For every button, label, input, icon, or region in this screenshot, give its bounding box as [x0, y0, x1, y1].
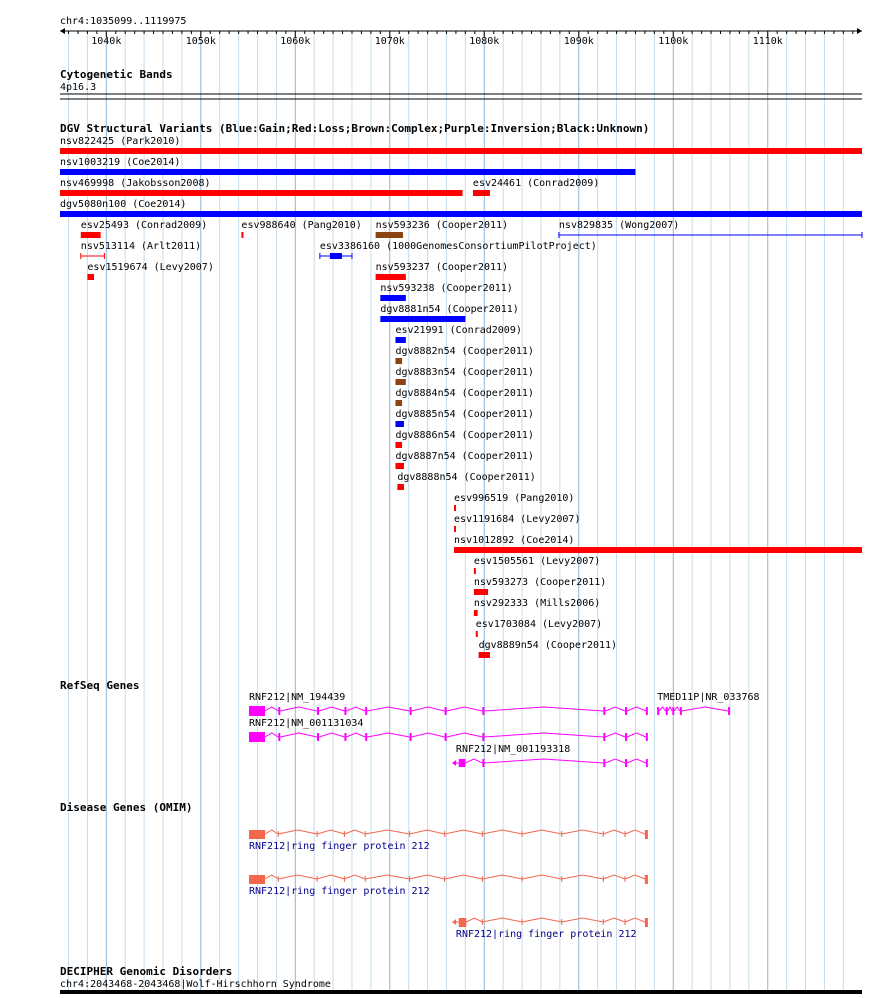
omim-strand-arrow [452, 919, 456, 925]
dgv-feature-bar [474, 610, 478, 616]
refseq-intron [346, 707, 365, 711]
ruler-tick-label: 1060k [280, 36, 311, 47]
refseq-exon [482, 759, 484, 767]
dgv-feature-bar [454, 526, 456, 532]
refseq-gene-label: RNF212|NM_001193318 [455, 744, 571, 755]
omim-intron [365, 875, 409, 879]
refseq-intron [447, 707, 483, 711]
omim-intron [445, 830, 483, 834]
dgv-feature-label: esv996519 (Pang2010) [454, 493, 575, 504]
ruler-tick-label: 1050k [185, 36, 216, 47]
dgv-feature-bar [60, 169, 635, 175]
refseq-exon [249, 706, 265, 716]
omim-intron [344, 875, 365, 879]
ruler-left-arrow [60, 28, 65, 34]
dgv-feature-bar [454, 547, 862, 553]
dgv-feature-label: nsv822425 (Park2010) [60, 136, 181, 147]
dgv-feature-bar [454, 505, 456, 511]
refseq-intron [605, 733, 625, 737]
ruler-tick-label: 1090k [563, 36, 594, 47]
omim-exon [645, 918, 648, 927]
refseq-exon [646, 733, 648, 741]
refseq-exon [445, 707, 447, 715]
refseq-exon [317, 733, 319, 741]
omim-intron [603, 830, 625, 834]
omim-intron [466, 918, 482, 922]
omim-genes [249, 830, 648, 940]
refseq-intron [605, 759, 625, 763]
dgv-feature-bar [380, 316, 465, 322]
omim-intron [278, 830, 317, 834]
refseq-intron [319, 733, 344, 737]
refseq-intron [627, 759, 646, 763]
refseq-intron [668, 707, 673, 711]
dgv-feature-label: esv1505561 (Levy2007) [473, 556, 601, 567]
refseq-intron [484, 759, 603, 763]
dgv-feature-bar [376, 232, 403, 238]
ruler-tick-label: 1110k [752, 36, 783, 47]
refseq-exon [625, 759, 627, 767]
dgv-feature-label: esv25493 (Conrad2009) [80, 220, 208, 231]
dgv-feature-bar [473, 190, 490, 196]
refseq-exon [410, 733, 412, 741]
dgv-feature-label: nsv292333 (Mills2006) [473, 598, 601, 609]
refseq-exon [646, 759, 648, 767]
ruler-right-arrow [857, 28, 862, 34]
decipher-track[interactable] [60, 965, 862, 994]
dgv-feature-bar [395, 442, 402, 448]
dgv-feature-bar [241, 232, 243, 238]
omim-intron [482, 918, 522, 922]
refseq-intron [412, 707, 445, 711]
refseq-gene-label: RNF212|NM_194439 [248, 692, 346, 703]
dgv-feature-label: dgv8887n54 (Cooper2011) [395, 451, 534, 462]
refseq-exon [625, 733, 627, 741]
omim-intron [344, 830, 365, 834]
dgv-feature-bar [60, 190, 463, 196]
refseq-exon [728, 707, 730, 715]
refseq-intron [447, 733, 483, 737]
cytoband-track[interactable] [60, 68, 862, 99]
omim-intron [278, 875, 317, 879]
dgv-feature-bar [87, 274, 94, 280]
refseq-intron [659, 707, 666, 711]
dgv-feature-label: dgv8888n54 (Cooper2011) [397, 472, 536, 483]
omim-intron [482, 875, 522, 879]
refseq-exon [672, 707, 674, 715]
dgv-feature-bar [395, 358, 402, 364]
refseq-intron [367, 707, 409, 711]
refseq-track-title: RefSeq Genes [60, 679, 140, 692]
dgv-feature-bar [81, 232, 101, 238]
dgv-track[interactable] [60, 122, 862, 658]
refseq-exon [482, 707, 484, 715]
dgv-feature-label: esv3386160 (1000GenomesConsortiumPilotProject) [319, 241, 597, 252]
omim-gene-label: RNF212|ring finger protein 212 [248, 841, 430, 852]
refseq-exon [666, 707, 668, 715]
dgv-feature-label: esv21991 (Conrad2009) [395, 325, 522, 336]
refseq-intron [465, 759, 482, 763]
dgv-feature-label: dgv8884n54 (Cooper2011) [395, 388, 534, 399]
dgv-feature-label: nsv593236 (Cooper2011) [375, 220, 509, 231]
cytoband-track-title: Cytogenetic Bands [60, 68, 173, 81]
omim-intron [562, 918, 604, 922]
omim-intron [365, 830, 409, 834]
dgv-feature-bar [474, 589, 488, 595]
ruler-ticks [69, 31, 853, 47]
refseq-exon [625, 707, 627, 715]
refseq-intron [280, 733, 317, 737]
refseq-exon [317, 707, 319, 715]
dgv-feature-bar [330, 253, 342, 259]
refseq-exon [445, 733, 447, 741]
dgv-feature-bar [395, 463, 404, 469]
refseq-exon [278, 733, 280, 741]
refseq-exon [646, 707, 648, 715]
refseq-exon [344, 707, 346, 715]
omim-track-title: Disease Genes (OMIM) [60, 801, 193, 814]
dgv-feature-label: nsv593238 (Cooper2011) [380, 283, 513, 294]
refseq-intron [627, 707, 646, 711]
omim-intron [562, 830, 604, 834]
refseq-exon [657, 707, 659, 715]
decipher-bar [60, 990, 862, 994]
omim-intron [445, 875, 483, 879]
omim-exon [645, 830, 648, 839]
omim-intron [522, 918, 562, 922]
omim-intron [317, 875, 344, 879]
ruler-tick-label: 1080k [469, 36, 500, 47]
omim-intron [562, 875, 604, 879]
dgv-feature-label: esv988640 (Pang2010) [241, 220, 362, 231]
dgv-feature-bar [476, 631, 478, 637]
dgv-feature-bar [395, 379, 405, 385]
refseq-intron [605, 707, 625, 711]
refseq-exon [482, 733, 484, 741]
ruler-tick-label: 1100k [658, 36, 689, 47]
omim-intron [522, 830, 562, 834]
dgv-feature-bar [395, 400, 402, 406]
dgv-feature-label: nsv1012892 (Coe2014) [454, 535, 575, 546]
refseq-exon [365, 733, 367, 741]
dgv-feature-label: dgv8881n54 (Cooper2011) [380, 304, 519, 315]
dgv-feature-label: esv1191684 (Levy2007) [454, 514, 581, 525]
refseq-exon [680, 707, 682, 715]
refseq-exon [410, 707, 412, 715]
refseq-gene-label: TMED11P|NR_033768 [657, 692, 760, 703]
refseq-exon [278, 707, 280, 715]
dgv-feature-bar [397, 484, 404, 490]
dgv-feature-label: nsv1003219 (Coe2014) [60, 157, 181, 168]
refseq-exon [603, 759, 605, 767]
dgv-feature-label: dgv8886n54 (Cooper2011) [395, 430, 534, 441]
refseq-intron [674, 707, 680, 711]
dgv-feature-label: esv1703084 (Levy2007) [475, 619, 603, 630]
omim-intron [603, 918, 625, 922]
dgv-feature-label: nsv593237 (Cooper2011) [375, 262, 509, 273]
dgv-feature-label: nsv513114 (Arlt2011) [80, 241, 202, 252]
omim-exon [459, 918, 467, 927]
ruler-tick-label: 1040k [91, 36, 122, 47]
dgv-feature-bar [376, 274, 406, 280]
dgv-features [60, 136, 862, 658]
ruler-tick-label: 1070k [374, 36, 405, 47]
dgv-feature-label: dgv5080n100 (Coe2014) [60, 199, 187, 210]
refseq-intron [484, 707, 603, 711]
dgv-feature-label: nsv469998 (Jakobsson2008) [60, 178, 211, 189]
omim-intron [522, 875, 562, 879]
dgv-feature-bar [479, 652, 490, 658]
ruler[interactable] [60, 16, 862, 47]
dgv-feature-label: dgv8889n54 (Cooper2011) [478, 640, 618, 651]
dgv-feature-label: dgv8883n54 (Cooper2011) [395, 367, 534, 378]
omim-gene-label: RNF212|ring finger protein 212 [248, 886, 430, 897]
dgv-feature-label: esv1519674 (Levy2007) [87, 262, 214, 273]
dgv-feature-label: nsv593273 (Cooper2011) [473, 577, 607, 588]
refseq-exon [603, 707, 605, 715]
refseq-exon [603, 733, 605, 741]
refseq-intron [319, 707, 344, 711]
omim-exon [645, 875, 648, 884]
omim-exon [249, 830, 265, 839]
refseq-exon [459, 759, 466, 767]
dgv-feature-label: dgv8882n54 (Cooper2011) [395, 346, 534, 357]
dgv-feature-bar [60, 148, 862, 154]
refseq-genes [249, 692, 760, 767]
dgv-feature-label: dgv8885n54 (Cooper2011) [395, 409, 534, 420]
dgv-feature-label: esv24461 (Conrad2009) [472, 178, 600, 189]
cytoband-label: 4p16.3 [60, 82, 97, 93]
refseq-intron [367, 733, 409, 737]
dgv-feature-label: nsv829835 (Wong2007) [558, 220, 680, 231]
refseq-intron [346, 733, 365, 737]
refseq-exon [249, 732, 265, 742]
omim-intron [482, 830, 522, 834]
refseq-exon [344, 733, 346, 741]
refseq-intron [484, 733, 603, 737]
refseq-gene-label: RNF212|NM_001131034 [248, 718, 364, 729]
refseq-intron [280, 707, 317, 711]
omim-gene-label: RNF212|ring finger protein 212 [455, 929, 637, 940]
refseq-intron [412, 733, 445, 737]
dgv-track-title: DGV Structural Variants (Blue:Gain;Red:Loss;Brown:Complex;Purple:Inversion;Black:Unknown) [60, 122, 650, 135]
dgv-feature-bar [395, 421, 404, 427]
refseq-strand-arrow [452, 760, 456, 766]
dgv-feature-bar [474, 568, 476, 574]
omim-intron [317, 830, 344, 834]
refseq-intron [682, 707, 728, 711]
refseq-intron [627, 733, 646, 737]
decipher-entry: chr4:2043468-2043468|Wolf-Hirschhorn Syndrome [60, 979, 331, 990]
omim-exon [249, 875, 265, 884]
dgv-feature-bar [395, 337, 405, 343]
omim-intron [603, 875, 625, 879]
dgv-feature-bar [380, 295, 406, 301]
decipher-track-title: DECIPHER Genomic Disorders [60, 965, 233, 978]
refseq-exon [365, 707, 367, 715]
location-label: chr4:1035099..1119975 [60, 16, 187, 27]
dgv-feature-bar [60, 211, 862, 217]
